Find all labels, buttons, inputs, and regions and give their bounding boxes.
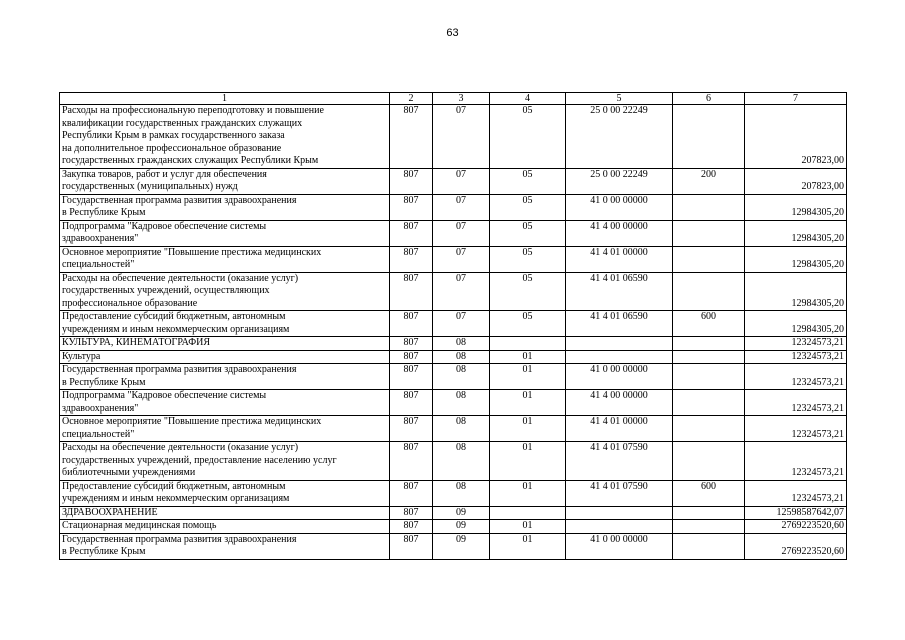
row-name-cell: [60, 168, 390, 194]
section-code-cell: 08: [433, 480, 490, 506]
subsection-code-cell: 05: [490, 220, 566, 246]
subsection-code-cell: 01: [490, 364, 566, 390]
row-name-cell: [60, 311, 390, 337]
section-code-cell: 07: [433, 168, 490, 194]
row-name-cell: [60, 506, 390, 520]
table-row: [60, 442, 847, 481]
section-code-cell: 07: [433, 246, 490, 272]
table-row: [60, 416, 847, 442]
table-row: [60, 311, 847, 337]
section-code-cell: 07: [433, 194, 490, 220]
row-name-line: Государственная программа развития здравоохранения: [62, 194, 297, 206]
expense-type-cell: [673, 105, 745, 169]
expense-type-cell: [673, 337, 745, 351]
target-article-cell: 41 4 01 07590: [566, 442, 673, 481]
subsection-code-cell: 01: [490, 390, 566, 416]
table-row: [60, 533, 847, 559]
row-name-cell: [60, 533, 390, 559]
amount-cell: 12598587642,07: [745, 506, 847, 520]
subsection-code-cell: 01: [490, 520, 566, 534]
subsection-code-cell: 05: [490, 311, 566, 337]
amount-cell: 12984305,20: [745, 246, 847, 272]
row-name-cell: [60, 480, 390, 506]
row-name-cell: [60, 105, 390, 169]
target-article-cell: 41 4 00 00000: [566, 220, 673, 246]
target-article-cell: 41 4 00 00000: [566, 390, 673, 416]
grbs-code-cell: 807: [390, 416, 433, 442]
column-header-7: 7: [745, 93, 847, 105]
grbs-code-cell: 807: [390, 311, 433, 337]
amount-cell: 12324573,21: [745, 390, 847, 416]
row-name-line: ЗДРАВООХРАНЕНИЕ: [62, 506, 158, 518]
subsection-code-cell: 01: [490, 416, 566, 442]
subsection-code-cell: 05: [490, 168, 566, 194]
target-article-cell: 25 0 00 22249: [566, 105, 673, 169]
grbs-code-cell: 807: [390, 105, 433, 169]
row-name-line: государственных учреждений, предоставление населению услуг: [62, 454, 337, 466]
row-name-line: Государственная программа развития здравоохранения: [62, 533, 297, 545]
amount-cell: 12984305,20: [745, 194, 847, 220]
expense-type-cell: [673, 442, 745, 481]
row-name-cell: [60, 520, 390, 534]
subsection-code-cell: 05: [490, 194, 566, 220]
section-code-cell: 08: [433, 442, 490, 481]
row-name-line: государственных гражданских служащих Республики Крым: [62, 155, 319, 166]
grbs-code-cell: 807: [390, 246, 433, 272]
grbs-code-cell: 807: [390, 364, 433, 390]
section-code-cell: 07: [433, 311, 490, 337]
row-name-line: в Республике Крым: [62, 207, 146, 218]
row-name-cell: [60, 194, 390, 220]
amount-cell: 2769223520,60: [745, 520, 847, 534]
grbs-code-cell: 807: [390, 194, 433, 220]
row-name-line: Расходы на профессиональную переподготовку и повышение: [62, 105, 324, 116]
row-name-line: КУЛЬТУРА, КИНЕМАТОГРАФИЯ: [62, 337, 210, 348]
row-name-line: государственных учреждений, осуществляющих: [62, 285, 270, 296]
expense-type-cell: [673, 246, 745, 272]
amount-cell: 12324573,21: [745, 337, 847, 351]
table-row: [60, 506, 847, 520]
row-name-line: Закупка товаров, работ и услуг для обеспечения: [62, 168, 267, 180]
target-article-cell: [566, 350, 673, 364]
expense-type-cell: [673, 194, 745, 220]
amount-cell: 12324573,21: [745, 480, 847, 506]
column-header-6: 6: [673, 93, 745, 105]
table-row: [60, 105, 847, 169]
row-name-line: Расходы на обеспечение деятельности (оказание услуг): [62, 272, 299, 284]
expense-type-cell: [673, 220, 745, 246]
grbs-code-cell: 807: [390, 272, 433, 311]
row-name-cell: [60, 246, 390, 272]
grbs-code-cell: 807: [390, 390, 433, 416]
budget-table: [59, 92, 847, 560]
grbs-code-cell: 807: [390, 533, 433, 559]
expense-type-cell: 200: [673, 168, 745, 194]
subsection-code-cell: [490, 506, 566, 520]
row-name-line: Культура: [62, 350, 101, 362]
target-article-cell: 41 4 01 07590: [566, 480, 673, 506]
target-article-cell: [566, 506, 673, 520]
table-row: [60, 272, 847, 311]
table-row: [60, 194, 847, 220]
subsection-code-cell: 01: [490, 350, 566, 364]
row-name-line: в Республике Крым: [62, 546, 146, 557]
section-code-cell: 07: [433, 220, 490, 246]
section-code-cell: 07: [433, 272, 490, 311]
row-name-cell: [60, 416, 390, 442]
row-name-line: Подпрограмма "Кадровое обеспечение системы: [62, 220, 267, 232]
column-header-1: 1: [60, 93, 390, 105]
grbs-code-cell: 807: [390, 520, 433, 534]
section-code-cell: 08: [433, 390, 490, 416]
page-number: 63: [446, 27, 459, 39]
amount-cell: 12324573,21: [745, 416, 847, 442]
target-article-cell: [566, 337, 673, 351]
subsection-code-cell: 05: [490, 246, 566, 272]
row-name-line: Подпрограмма "Кадровое обеспечение системы: [62, 390, 267, 401]
table-row: [60, 168, 847, 194]
target-article-cell: 41 4 01 00000: [566, 416, 673, 442]
amount-cell: 12984305,20: [745, 311, 847, 337]
subsection-code-cell: [490, 337, 566, 351]
row-name-line: здравоохранения": [62, 402, 139, 414]
expense-type-cell: [673, 364, 745, 390]
target-article-cell: 41 4 01 06590: [566, 311, 673, 337]
expense-type-cell: [673, 533, 745, 559]
target-article-cell: 41 0 00 00000: [566, 364, 673, 390]
grbs-code-cell: 807: [390, 442, 433, 481]
row-name-line: профессиональное образование: [62, 297, 198, 309]
table-row: [60, 520, 847, 534]
amount-cell: 207823,00: [745, 105, 847, 169]
row-name-cell: [60, 390, 390, 416]
row-name-line: Предоставление субсидий бюджетным, автономным: [62, 480, 286, 492]
subsection-code-cell: 05: [490, 105, 566, 169]
section-code-cell: 08: [433, 416, 490, 442]
target-article-cell: 25 0 00 22249: [566, 168, 673, 194]
amount-cell: 12324573,21: [745, 364, 847, 390]
grbs-code-cell: 807: [390, 480, 433, 506]
section-code-cell: 09: [433, 520, 490, 534]
row-name-line: учреждениям и иным некоммерческим организациям: [62, 493, 290, 504]
section-code-cell: 08: [433, 337, 490, 351]
row-name-line: здравоохранения": [62, 233, 139, 244]
expense-type-cell: [673, 506, 745, 520]
row-name-line: квалификации государственных гражданских служащих: [62, 117, 303, 129]
row-name-line: Республики Крым в рамках государственного заказа: [62, 130, 285, 141]
row-name-line: специальностей": [62, 259, 135, 270]
row-name-line: в Республике Крым: [62, 376, 146, 388]
amount-cell: 207823,00: [745, 168, 847, 194]
column-header-2: 2: [390, 93, 433, 105]
table-header-row: [60, 93, 847, 105]
grbs-code-cell: 807: [390, 220, 433, 246]
amount-cell: 12324573,21: [745, 442, 847, 481]
grbs-code-cell: 807: [390, 506, 433, 520]
row-name-cell: [60, 337, 390, 351]
row-name-line: на дополнительное профессиональное образование: [62, 142, 282, 154]
target-article-cell: [566, 520, 673, 534]
expense-type-cell: [673, 390, 745, 416]
expense-type-cell: [673, 272, 745, 311]
column-header-3: 3: [433, 93, 490, 105]
table-row: [60, 220, 847, 246]
table-row: [60, 350, 847, 364]
expense-type-cell: 600: [673, 480, 745, 506]
subsection-code-cell: 01: [490, 533, 566, 559]
row-name-cell: [60, 350, 390, 364]
section-code-cell: 08: [433, 350, 490, 364]
row-name-cell: [60, 364, 390, 390]
amount-cell: 12984305,20: [745, 220, 847, 246]
grbs-code-cell: 807: [390, 350, 433, 364]
row-name-cell: [60, 442, 390, 481]
amount-cell: 12984305,20: [745, 272, 847, 311]
grbs-code-cell: 807: [390, 168, 433, 194]
table-row: [60, 390, 847, 416]
row-name-line: Расходы на обеспечение деятельности (оказание услуг): [62, 442, 299, 453]
amount-cell: 2769223520,60: [745, 533, 847, 559]
target-article-cell: 41 0 00 00000: [566, 533, 673, 559]
row-name-line: Предоставление субсидий бюджетным, автономным: [62, 311, 286, 322]
column-header-4: 4: [490, 93, 566, 105]
row-name-line: учреждениям и иным некоммерческим организациям: [62, 323, 290, 335]
row-name-line: государственных (муниципальных) нужд: [62, 181, 238, 192]
table-row: [60, 480, 847, 506]
row-name-line: Стационарная медицинская помощь: [62, 520, 217, 531]
table-row: [60, 364, 847, 390]
expense-type-cell: 600: [673, 311, 745, 337]
section-code-cell: 07: [433, 105, 490, 169]
row-name-line: Основное мероприятие "Повышение престижа медицинских: [62, 246, 322, 258]
row-name-line: Основное мероприятие "Повышение престижа медицинских: [62, 416, 322, 427]
row-name-cell: [60, 272, 390, 311]
amount-cell: 12324573,21: [745, 350, 847, 364]
row-name-cell: [60, 220, 390, 246]
target-article-cell: 41 4 01 00000: [566, 246, 673, 272]
section-code-cell: 09: [433, 533, 490, 559]
expense-type-cell: [673, 416, 745, 442]
subsection-code-cell: 01: [490, 480, 566, 506]
row-name-line: библиотечными учреждениями: [62, 467, 196, 478]
row-name-line: Государственная программа развития здравоохранения: [62, 364, 297, 375]
grbs-code-cell: 807: [390, 337, 433, 351]
column-header-5: 5: [566, 93, 673, 105]
table-row: [60, 337, 847, 351]
expense-type-cell: [673, 520, 745, 534]
subsection-code-cell: 05: [490, 272, 566, 311]
expense-type-cell: [673, 350, 745, 364]
target-article-cell: 41 4 01 06590: [566, 272, 673, 311]
subsection-code-cell: 01: [490, 442, 566, 481]
row-name-line: специальностей": [62, 428, 135, 440]
target-article-cell: 41 0 00 00000: [566, 194, 673, 220]
section-code-cell: 08: [433, 364, 490, 390]
table-row: [60, 246, 847, 272]
section-code-cell: 09: [433, 506, 490, 520]
